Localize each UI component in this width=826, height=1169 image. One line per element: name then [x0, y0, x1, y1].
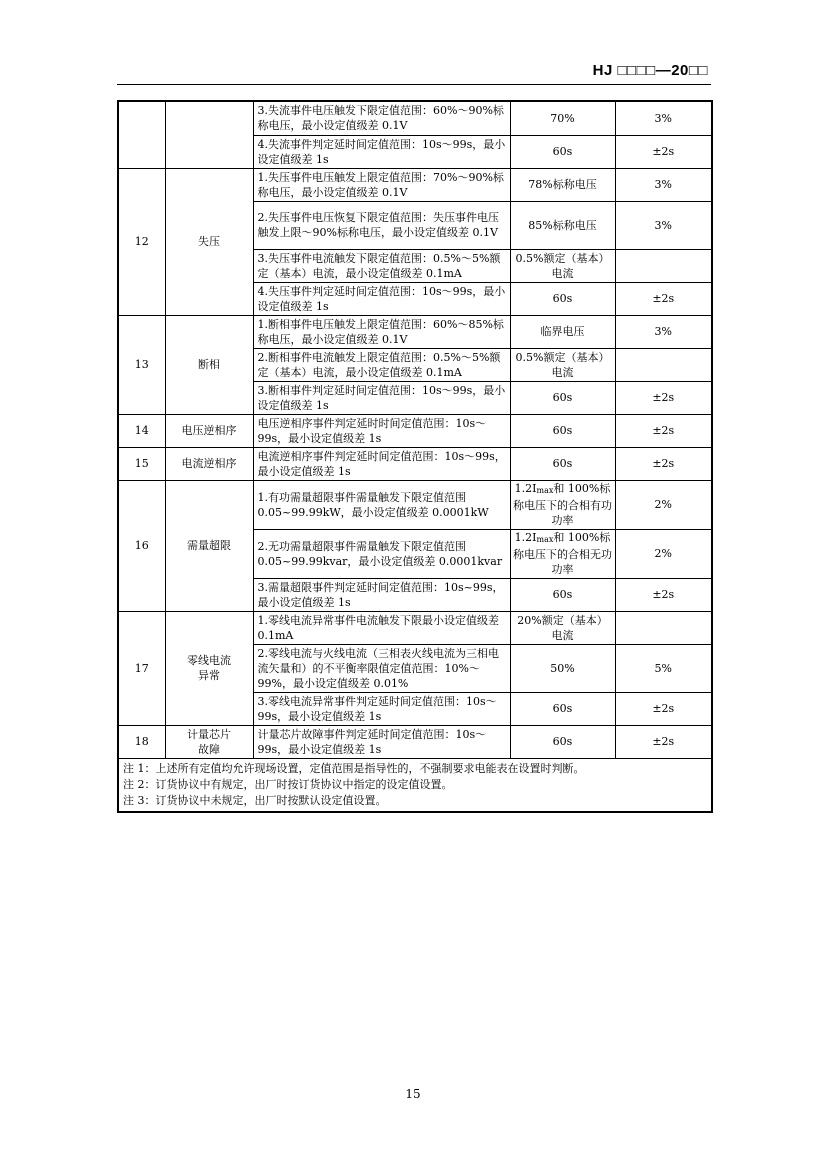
default-cell: 85%标称电压 [510, 201, 615, 249]
default-subscript: max [536, 486, 554, 495]
event-name-cell: 电压逆相序 [165, 414, 253, 447]
condition-cell: 1.失压事件电压触发上限定值范围：70%～90%标称电压，最小设定值级差 0.1V [253, 168, 510, 201]
error-cell: 3% [615, 315, 712, 348]
row-index-cell: 13 [118, 315, 165, 414]
event-name-cell: 计量芯片故障 [165, 725, 253, 758]
condition-cell: 3.需量超限事件判定延时间定值范围：10s~99s，最小设定值级差 1s [253, 578, 510, 611]
table-row [118, 101, 712, 135]
default-cell: 60s [510, 381, 615, 414]
row-index-cell: 17 [118, 611, 165, 725]
default-cell: 60s [510, 725, 615, 758]
condition-cell: 电压逆相序事件判定延时时间定值范围：10s～99s，最小设定值级差 1s [253, 414, 510, 447]
error-cell: 2% [615, 529, 712, 578]
event-name-cell: 需量超限 [165, 480, 253, 611]
default-cell: 70% [510, 101, 615, 135]
document-code: HJ □□□□—20□□ [592, 62, 708, 79]
default-prefix: 1.2I [514, 531, 537, 544]
notes-cell [118, 758, 712, 812]
table-row [118, 480, 712, 529]
condition-cell: 计量芯片故障事件判定延时间定值范围：10s～99s，最小设定值级差 1s [253, 725, 510, 758]
condition-cell: 2.断相事件电流触发上限定值范围：0.5%～5%额定（基本）电流，最小设定值级差 0.1mA [253, 348, 510, 381]
default-suffix: 和 100%标称电压下的合相有功功率 [513, 482, 612, 527]
condition-cell: 2.无功需量超限事件需量触发下限定值范围0.05~99.99kvar，最小设定值级差 0.0001kvar [253, 529, 510, 578]
condition-cell: 3.失流事件电压触发下限定值范围：60%～90%标称电压，最小设定值级差 0.1V [253, 101, 510, 135]
error-cell: ±2s [615, 447, 712, 480]
condition-cell: 3.断相事件判定延时间定值范围：10s～99s，最小设定值级差 1s [253, 381, 510, 414]
notes-row [118, 758, 712, 812]
table-row [118, 611, 712, 644]
event-name-cell: 失压 [165, 168, 253, 315]
page-number: 15 [405, 1087, 421, 1101]
default-cell: 20%额定（基本）电流 [510, 611, 615, 644]
table-row [118, 315, 712, 348]
row-index-cell: 12 [118, 168, 165, 315]
table-row [118, 414, 712, 447]
note-line: 注 1：上述所有定值均允许现场设置，定值范围是指导性的，不强制要求电能表在设置时判断。 [123, 761, 585, 775]
event-name-cell [165, 101, 253, 168]
default-prefix: 1.2I [514, 482, 537, 495]
condition-cell: 2.失压事件电压恢复下限定值范围：失压事件电压触发上限～90%标称电压，最小设定值级差 0.1V [253, 201, 510, 249]
error-cell: ±2s [615, 282, 712, 315]
event-name-cell: 断相 [165, 315, 253, 414]
settings-table [117, 100, 713, 813]
default-subscript: max [536, 535, 554, 544]
error-cell [615, 611, 712, 644]
row-index-cell: 15 [118, 447, 165, 480]
default-cell: 60s [510, 414, 615, 447]
error-cell: 5% [615, 644, 712, 692]
error-cell [615, 249, 712, 282]
error-cell: 3% [615, 168, 712, 201]
error-cell: ±2s [615, 578, 712, 611]
event-name-cell: 零线电流异常 [165, 611, 253, 725]
default-cell: 0.5%额定（基本）电流 [510, 249, 615, 282]
condition-cell: 2.零线电流与火线电流（三相表火线电流为三相电流矢量和）的不平衡率限值定值范围：10%～99%，最小设定值级差 0.01% [253, 644, 510, 692]
error-cell: ±2s [615, 414, 712, 447]
error-cell: ±2s [615, 381, 712, 414]
table-row [118, 725, 712, 758]
condition-cell: 1.零线电流异常事件电流触发下限最小设定值级差 0.1mA [253, 611, 510, 644]
condition-cell: 4.失流事件判定延时间定值范围：10s～99s，最小设定值级差 1s [253, 135, 510, 168]
default-cell: 0.5%额定（基本）电流 [510, 348, 615, 381]
error-cell: ±2s [615, 725, 712, 758]
error-cell: ±2s [615, 692, 712, 725]
header-rule [117, 84, 711, 85]
default-cell: 临界电压 [510, 315, 615, 348]
default-cell: 60s [510, 578, 615, 611]
default-cell [510, 480, 615, 529]
error-cell: 2% [615, 480, 712, 529]
condition-cell: 电流逆相序事件判定延时间定值范围：10s～99s，最小设定值级差 1s [253, 447, 510, 480]
default-cell: 78%标称电压 [510, 168, 615, 201]
condition-cell: 4.失压事件判定延时间定值范围：10s～99s，最小设定值级差 1s [253, 282, 510, 315]
note-line: 注 2：订货协议中有规定，出厂时按订货协议中指定的设定值设置。 [123, 777, 453, 791]
default-cell: 60s [510, 447, 615, 480]
default-cell: 60s [510, 282, 615, 315]
event-name-cell: 电流逆相序 [165, 447, 253, 480]
row-index-cell [118, 101, 165, 168]
note-line: 注 3：订货协议中未规定，出厂时按默认设定值设置。 [123, 793, 387, 807]
condition-cell: 1.有功需量超限事件需量触发下限定值范围0.05~99.99kW，最小设定值级差 0.0001kW [253, 480, 510, 529]
row-index-cell: 16 [118, 480, 165, 611]
condition-cell: 3.零线电流异常事件判定延时间定值范围：10s～99s，最小设定值级差 1s [253, 692, 510, 725]
default-cell: 50% [510, 644, 615, 692]
error-cell: 3% [615, 101, 712, 135]
default-cell [510, 529, 615, 578]
default-cell: 60s [510, 692, 615, 725]
condition-cell: 1.断相事件电压触发上限定值范围：60%～85%标称电压，最小设定值级差 0.1V [253, 315, 510, 348]
row-index-cell: 14 [118, 414, 165, 447]
row-index-cell: 18 [118, 725, 165, 758]
table-row [118, 447, 712, 480]
error-cell: ±2s [615, 135, 712, 168]
error-cell: 3% [615, 201, 712, 249]
default-suffix: 和 100%标称电压下的合相无功功率 [513, 531, 612, 576]
table-row [118, 168, 712, 201]
error-cell [615, 348, 712, 381]
condition-cell: 3.失压事件电流触发下限定值范围：0.5%～5%额定（基本）电流，最小设定值级差 0.1mA [253, 249, 510, 282]
default-cell: 60s [510, 135, 615, 168]
